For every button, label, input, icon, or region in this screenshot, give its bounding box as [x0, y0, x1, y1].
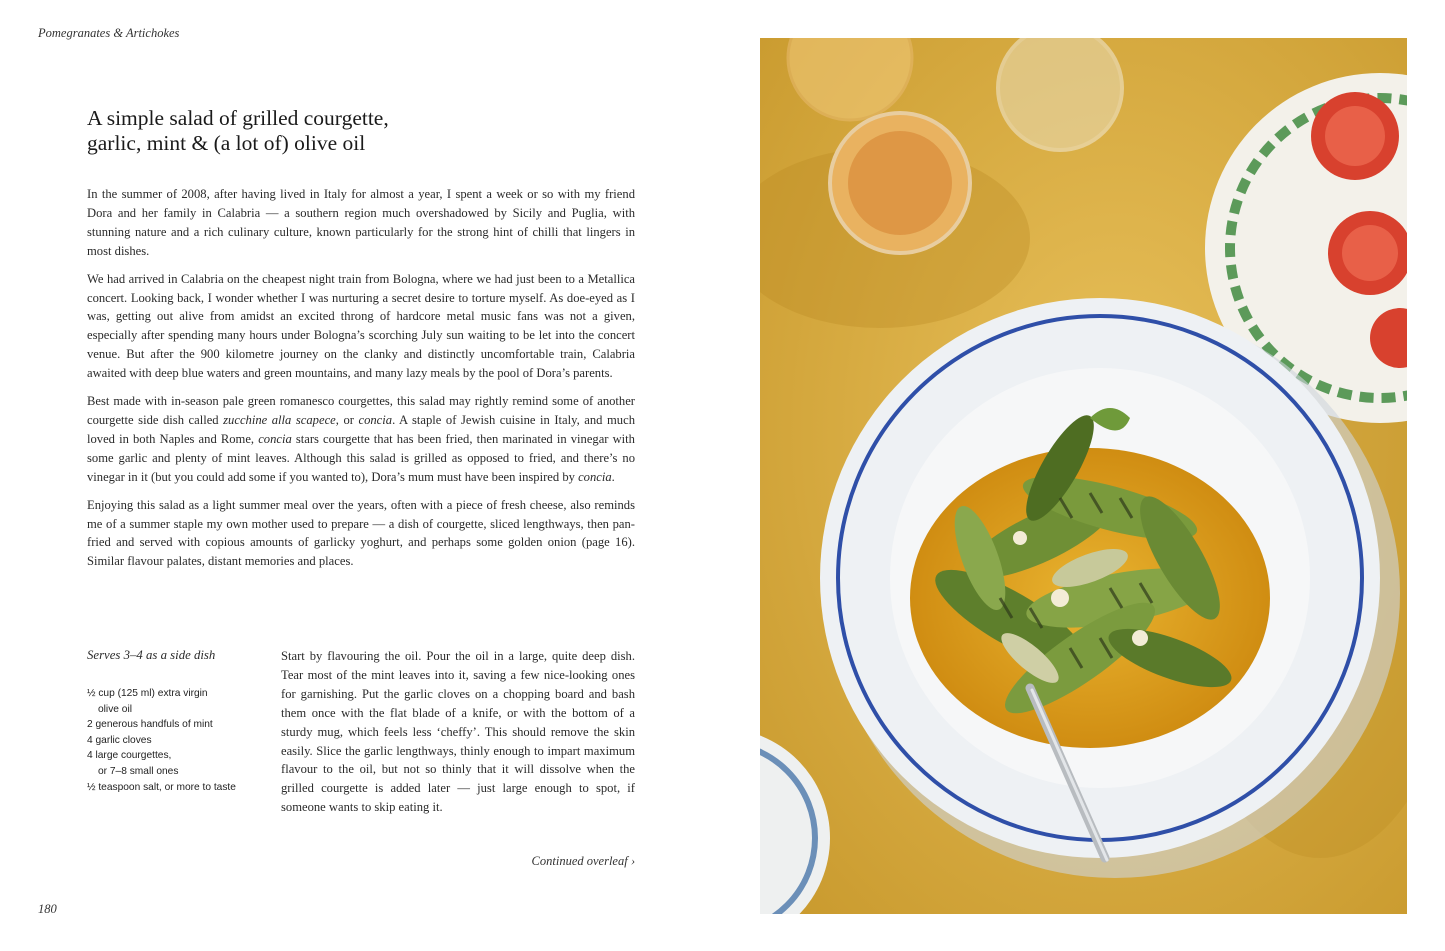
- recipe-title: [87, 106, 647, 156]
- salad-illustration: [760, 38, 1407, 914]
- ingredient-item: [87, 733, 267, 749]
- page-number: 180: [38, 902, 57, 916]
- p3-em-4: concia: [578, 469, 612, 484]
- ingredient-text: ½ cup (125 ml) extra virgin: [87, 688, 208, 699]
- serves-note: Serves 3–4 as a side dish: [87, 648, 216, 662]
- water-glass: [998, 38, 1122, 150]
- tomato-slice-inner: [1325, 106, 1385, 166]
- ingredient-continuation: olive oil: [98, 703, 132, 715]
- amber-glass-liquid: [848, 131, 952, 235]
- p3-text-e: .: [611, 469, 615, 484]
- intro-paragraph-2: We had arrived in Calabria on the cheapest night train from Bologna, where we had just been to a Metallica concert. Looking back, I wonder whether I was nurturing a secret desire to torture myself. As doe-eyed as I was, getting out alive from amidst an excited throng of hardcore metal music fans was not a given, especially after spending many hours under Bologna’s scorching July sun waiting to be let into the concert venue. But after the 900 kilometre journey on the clanky and distinctly uncomfortable train, Calabria awaited with deep blue waters and green mountains, and many lazy meals by the pool of Dora’s parents.: [87, 271, 635, 381]
- ingredient-text: 4 large courgettes,: [87, 750, 172, 762]
- intro-paragraph-3: [87, 392, 635, 487]
- ingredient-continuation: or 7–8 small ones: [98, 765, 179, 777]
- p3-em-2: concia: [358, 412, 393, 427]
- ingredient-list: [87, 686, 267, 795]
- p3-text-c: . A staple of Jewish cuisine in Italy, and much loved in both Naples and Rome,: [87, 412, 635, 446]
- ingredient-text: 2 generous handfuls of mint: [87, 719, 213, 731]
- salad-photo: [760, 38, 1407, 914]
- p3-text-a: Best made with in-season pale green romanesco courgettes, this salad may rightly remind some of another courgette side dish called: [87, 394, 635, 427]
- running-head: Pomegranates & Artichokes: [38, 26, 180, 40]
- p3-text-d: stars courgette that has been fried, then marinated in vinegar with some garlic and plenty of mint leaves. Although this salad is grilled as opposed to fried, and there’s no vinegar in it (but you could add some if you wanted to), Dora’s mum must have been inspired by: [87, 431, 635, 484]
- intro-text: [87, 185, 635, 580]
- intro-paragraph-4: Enjoying this salad as a light summer meal over the years, often with a piece of fresh cheese, also reminds me of a summer staple my own mother used to prepare — a dish of courgette, sliced lengthways, then pan-fried and served with copious amounts of garlicky yoghurt, and perhaps some golden onion (page 16). Similar flavour palates, distant memories and places.: [87, 497, 635, 569]
- p3-em-1: zucchine alla scapece: [223, 412, 336, 427]
- ingredient-item: [87, 717, 267, 733]
- continued-overleaf: Continued overleaf ›: [531, 854, 635, 868]
- method-text: Start by flavouring the oil. Pour the oil in a large, quite deep dish. Tear most of the mint leaves into it, saving a few nice-looking ones for garnishing. Put the garlic cloves on a chopping board and bash them once with the flat blade of a knife, or with the bottom of a sturdy mug, which feels less ‘cheffy’. This should remove the skin easily. Slice the garlic lengthways, thinly enough to impart maximum flavour to the oil, but not so thinly that it will dissolve when the grilled courgette is added later — just large enough to spot, if someone wants to skip eating it.: [281, 649, 635, 815]
- intro-paragraph-1: In the summer of 2008, after having lived in Italy for almost a year, I spent a week or so with my friend Dora and her family in Calabria — a southern region much overshadowed by Sicily and Puglia, with stunning nature and a rich culinary culture, known particularly for the strong hint of chilli that lingers in most dishes.: [87, 187, 635, 258]
- tomato-slice-inner: [1342, 225, 1398, 281]
- ingredient-item: [87, 780, 267, 796]
- ingredient-item: [87, 686, 267, 717]
- recipe-title-line-2: garlic, mint & (a lot of) olive oil: [87, 131, 366, 155]
- ingredient-item: [87, 748, 267, 779]
- ingredient-text: ½ teaspoon salt, or more to taste: [87, 781, 236, 793]
- p3-text-b: , or: [335, 412, 359, 427]
- p3-em-3: concia: [258, 431, 292, 446]
- recipe-title-line-1: A simple salad of grilled courgette,: [87, 106, 389, 130]
- ingredient-text: 4 garlic cloves: [87, 734, 152, 746]
